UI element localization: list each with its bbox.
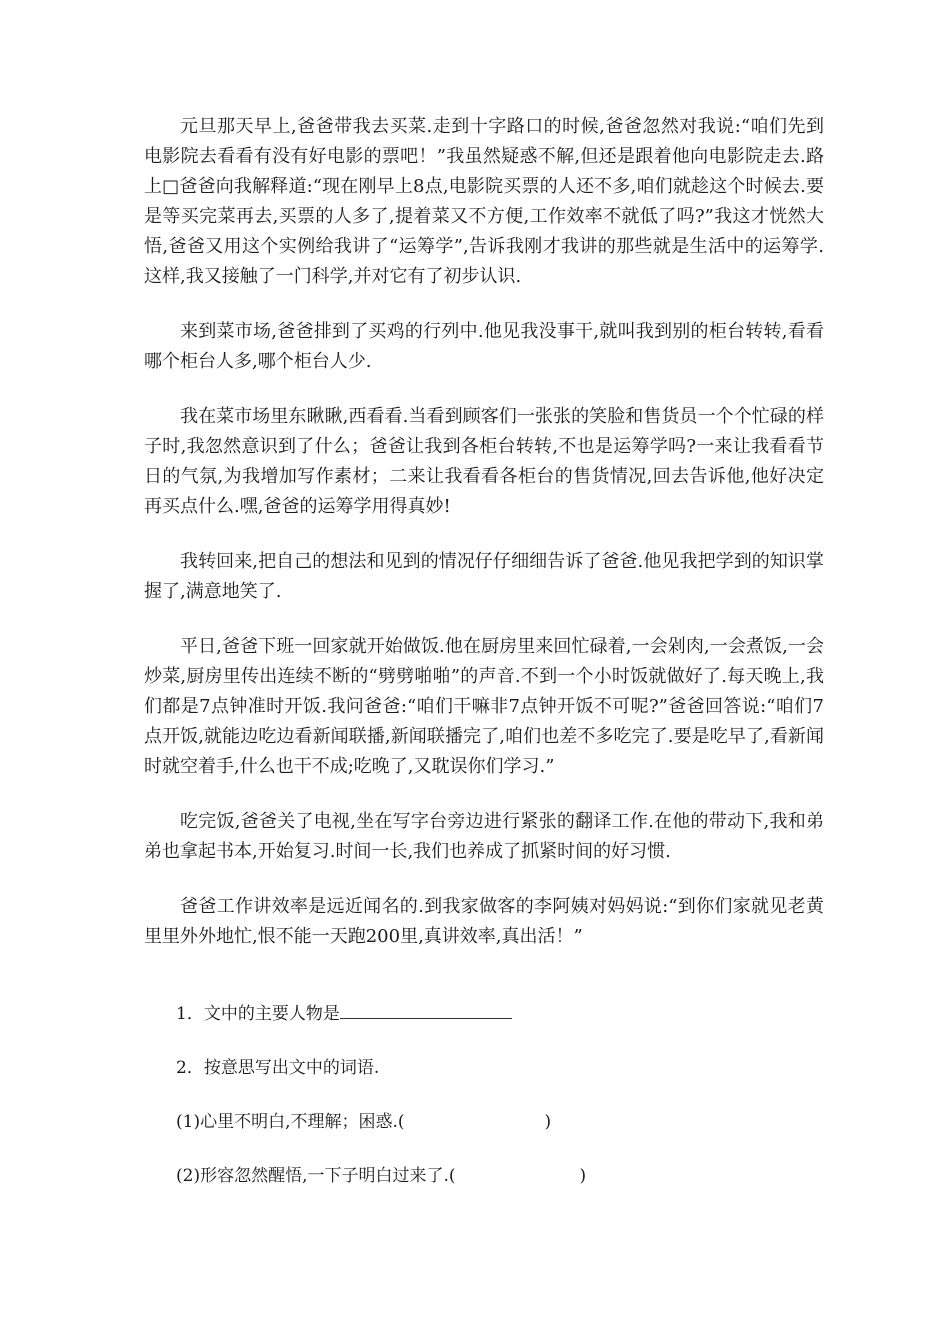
- question-2-1: [176, 1110, 551, 1134]
- question-2-1-close-paren: ): [544, 1112, 552, 1132]
- reading-passage: [144, 112, 824, 952]
- passage-paragraph-5: 平日,爸爸下班一回家就开始做饭.他在厨房里来回忙碌着,一会剁肉,一会煮饭,一会炒菜,厨房里传出连续不断的“劈劈啪啪”的声音.不到一个小时饭就做好了.每天晚上,我们都是7点钟准时开饭.我问爸爸:“咱们干嘛非7点钟开饭不可呢?”爸爸回答说:“咱们7点开饭,就能边吃边看新闻联播,新闻联播完了,咱们也差不多吃完了.要是吃早了,看新闻时就空着手,什么也干不成;吃晚了,又耽误你们学习.”: [144, 636, 824, 777]
- passage-paragraph-6: 吃完饭,爸爸关了电视,坐在写字台旁边进行紧张的翻译工作.在他的带动下,我和弟弟也拿起书本,开始复习.时间一长,我们也养成了抓紧时间的好习惯.: [144, 811, 824, 862]
- question-1-answer-blank[interactable]: [340, 1000, 512, 1019]
- question-2-2: [176, 1164, 586, 1188]
- question-2-1-text: (1)心里不明白,不理解；困惑.(: [176, 1112, 405, 1132]
- question-2-text: 2．按意思写出文中的词语.: [176, 1058, 380, 1078]
- passage-paragraph-7: 爸爸工作讲效率是远近闻名的.到我家做客的李阿姨对妈妈说:“到你们家就见老黄里里外外地忙,恨不能一天跑200里,真讲效率,真出活！”: [144, 896, 824, 947]
- passage-paragraph-1: 元旦那天早上,爸爸带我去买菜.走到十字路口的时候,爸爸忽然对我说:“咱们先到电影院去看看有没有好电影的票吧！”我虽然疑惑不解,但还是跟着他向电影院走去.路上□爸爸向我解释道:“现在刚早上8点,电影院买票的人还不多,咱们就趁这个时候去.要是等买完菜再去,买票的人多了,提着菜又不方便,工作效率不就低了吗?”我这才恍然大悟,爸爸又用这个实例给我讲了“运筹学”,告诉我刚才我讲的那些就是生活中的运筹学.这样,我又接触了一门科学,并对它有了初步认识.: [144, 116, 824, 287]
- passage-paragraph-2: 来到菜市场,爸爸排到了买鸡的行列中.他见我没事干,就叫我到别的柜台转转,看看哪个柜台人多,哪个柜台人少.: [144, 321, 824, 372]
- passage-paragraph-3: 我在菜市场里东瞅瞅,西看看.当看到顾客们一张张的笑脸和售货员一个个忙碌的样子时,我忽然意识到了什么；爸爸让我到各柜台转转,不也是运筹学吗?一来让我看看节日的气氛,为我增加写作素材；二来让我看看各柜台的售货情况,回去告诉他,他好决定再买点什么.嘿,爸爸的运筹学用得真妙!: [144, 406, 824, 517]
- question-2-2-close-paren: ): [579, 1166, 587, 1186]
- question-1: [176, 1000, 512, 1026]
- question-2: [176, 1056, 379, 1080]
- passage-paragraph-4: 我转回来,把自己的想法和见到的情况仔仔细细告诉了爸爸.他见我把学到的知识掌握了,满意地笑了.: [144, 551, 824, 602]
- question-2-2-text: (2)形容忽然醒悟,一下子明白过来了.(: [176, 1166, 456, 1186]
- question-1-text: 1．文中的主要人物是: [176, 1004, 340, 1024]
